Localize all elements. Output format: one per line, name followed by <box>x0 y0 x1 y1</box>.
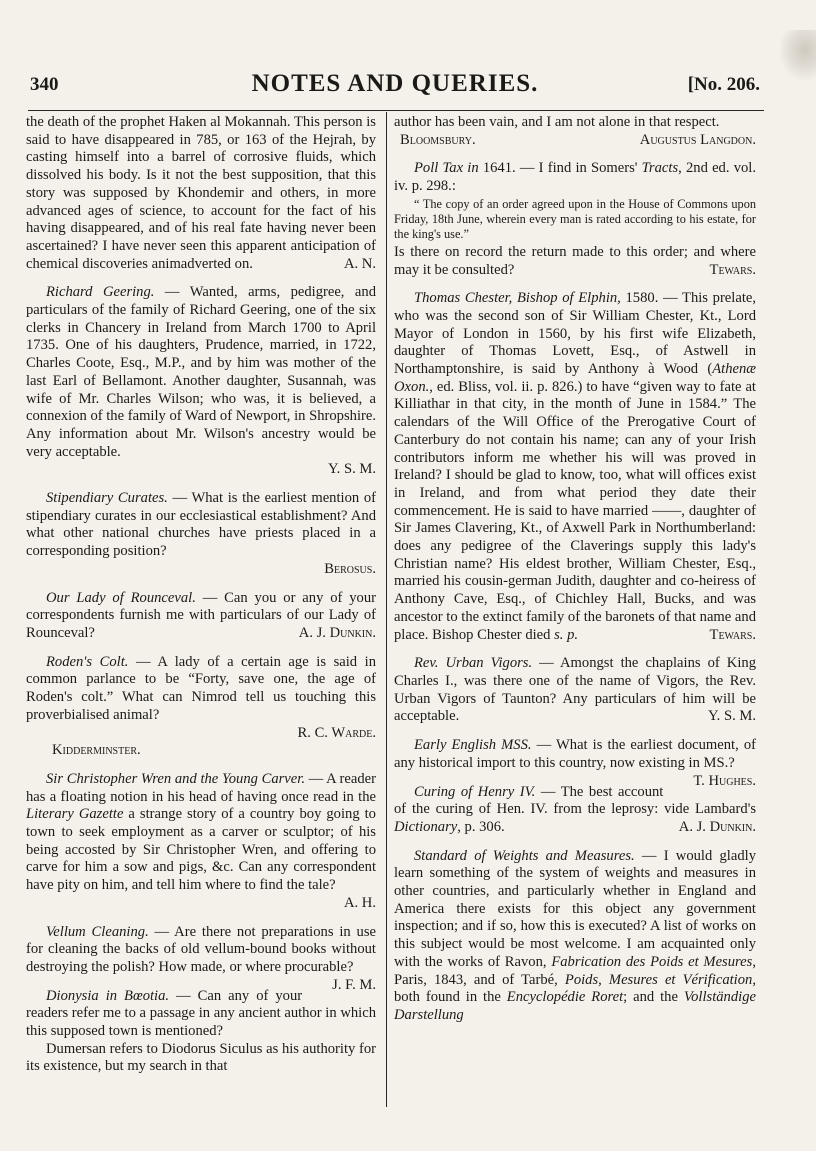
page-corner-stain <box>780 30 816 80</box>
entry-title: Roden's Colt. <box>46 653 129 670</box>
signature: A. N. <box>343 255 376 272</box>
entry-vellum-cleaning: Vellum Cleaning. — Are there not preparations in use for cleaning the backs of old vellum-bound books without destroying the polish? How made, or where procurable? J. F. M. <box>26 923 376 993</box>
right-column <box>394 114 756 1025</box>
location: Kidderminster. <box>52 742 141 759</box>
entry-wren-young-carver: Sir Christopher Wren and the Young Carver. — A reader has a floating notion in his head of having once read in the Literary Gazette a strange story of a country boy going to town to seek employment as a carver or sculptor; of his being accosted by Sir Christopher Wren, and offering to carve for him a sow and pigs, &c. Can any correspondent have pity on him, and tell him where to find the tale? A. H. <box>26 770 376 911</box>
entry-early-english-mss: Early English MSS. — What is the earliest document, of any historical import to this country, now existing in MS.? T. Hughes. <box>394 737 756 789</box>
page-number: 340 <box>30 74 59 95</box>
signature: A. J. Dunkin. <box>678 818 756 835</box>
signature: J. F. M. <box>332 976 376 993</box>
entry-continuation: author has been vain, and I am not alone in that respect. Augustus Langdon. Bloomsbury. <box>394 114 756 148</box>
entry-urban-vigors: Rev. Urban Vigors. — Amongst the chaplains of King Charles I., was there one of the name of Vigors, the Rev. Urban Vigors of Taunton? Any particulars of him will be acceptable. Y. S. M. <box>394 655 756 725</box>
entry-title: Stipendiary Curates. <box>46 490 168 507</box>
entry-dionysia-continued: Dumersan refers to Diodorus Siculus as his authority for its existence, but my search in that <box>26 1040 376 1075</box>
entry-weights-and-measures: Standard of Weights and Measures. — I would gladly learn something of the system of weights and measures in other countries, and particularly whether in England and America there exists for this object any government inspection; and if so, how this is executed? A list of works on this subject would be most welcome. I am acquainted only with the works of Ravon, Fabrication des Poids et Mesures, Paris, 1843, and of Tarbé, Poids, Mesures et Vérification, both found in the Encyclopédie Roret; and the Vollständige Darstellung <box>394 847 756 1023</box>
left-column <box>26 114 376 1076</box>
entry-title: Curing of Henry IV. <box>414 783 536 800</box>
journal-title: NOTES AND QUERIES. <box>251 70 539 97</box>
location: Bloomsbury. <box>400 131 476 148</box>
issue-number: [No. 206. <box>687 74 760 95</box>
entry-haken-continuation: the death of the prophet Haken al Mokannah. This person is said to have disappeared in 785, or 163 of the Hejrah, by casting himself into a barrel of corrosive fluids, which dissolved his body. Is it not the best supposition, that this story was supposed by Khondemir and others, in more advanced ages of science, to account for the fact of his having disappeared, and of his real fate having never been ascertained? I have never seen this apparent anticipation of chemical discoveries animadverted on. A. N. <box>26 114 376 272</box>
signature: Y. S. M. <box>328 461 376 478</box>
entry-title: Our Lady of Rounceval. <box>46 589 196 606</box>
header-rule <box>28 110 764 111</box>
signature: Augustus Langdon. <box>639 131 756 148</box>
running-header <box>30 70 760 104</box>
signature: Berosus. <box>324 560 376 577</box>
entry-title: Thomas Chester, Bishop of Elphin, <box>414 290 621 307</box>
entry-richard-geering: Richard Geering. — Wanted, arms, pedigree, and particulars of the family of Richard Geering, one of the six clerks in Chancery in Ireland from March 1700 to April 1735. One of his daughters, Prudence, married, in 1722, Charles Coote, Esq., M.P., and by him was mother of the last Earl of Bellamont. Another daughter, Susannah, was wife of Mr. Charles Wilson; who was, it is believed, a connexion of the family of Ward of Newport, in Shropshire. Any information about Mr. Wilson's ancestry would be very acceptable. Y. S. M. <box>26 284 377 478</box>
signature: R. C. Warde. <box>297 724 376 741</box>
entry-title: Sir Christopher Wren and the Young Carver. <box>46 770 305 787</box>
signature: Y. S. M. <box>708 708 756 725</box>
entry-dionysia-boeotia: Dionysia in Bœotia. — Can any of your readers refer me to a passage in any ancient author in which this supposed town is mentioned? <box>26 987 376 1040</box>
entry-curing-henry-iv: Curing of Henry IV. — The best account of the curing of Hen. IV. from the leprosy: vide Lambard's Dictionary, p. 306. A. J. Dunkin. <box>394 783 756 835</box>
entry-title: Richard Geering. <box>46 284 155 301</box>
signature: A. H. <box>343 894 376 911</box>
entry-title: Vellum Cleaning. <box>46 923 149 940</box>
signature: T. Hughes. <box>693 772 756 789</box>
entry-poll-tax: Poll Tax in 1641. — I find in Somers' Tracts, 2nd ed. vol. iv. p. 298.: <box>394 160 756 195</box>
entry-stipendiary-curates: Stipendiary Curates. — What is the earliest mention of stipendiary curates in our ecclesiastical establishment? And what other national churches have priests placed in a corresponding position? Berosus. <box>26 490 376 577</box>
signature: Tewars. <box>709 261 756 278</box>
column-divider <box>386 112 387 1107</box>
entry-rodens-colt: Roden's Colt. — A lady of a certain age is said in common parlance to be “Forty, save one, the age of Roden's colt.” What can Nimrod tell us touching this proverbialised animal? R. C. Warde. Kidderminster. <box>26 653 376 759</box>
quoted-order: “ The copy of an order agreed upon in the House of Commons upon Friday, 18th June, wherein every man is rated according to his estate, for the king's use.” <box>394 196 756 241</box>
entry-lady-of-rounceval: Our Lady of Rounceval. — Can you or any of your correspondents furnish me with particulars of our Lady of Rounceval? A. J. Dunkin. <box>26 589 376 641</box>
signature: Tewars. <box>709 626 756 643</box>
entry-title: Dionysia in Bœotia. <box>46 987 170 1004</box>
entry-poll-tax-question: Is there on record the return made to this order; and where may it be consulted? Tewars. <box>394 243 756 278</box>
entry-thomas-chester: Thomas Chester, Bishop of Elphin, 1580. — This prelate, who was the second son of Sir William Chester, Kt., Lord Mayor of London in 1560, by his first wife Elizabeth, daughter of Thomas Lovett, Esq., of Astwell in Northamptonshire, is said by Anthony à Wood (Athenæ Oxon., ed. Bliss, vol. ii. p. 826.) to have “given way to fate at Killiathar in that city, in the month of June in 1584.” The calendars of the Will Office of the Prerogative Court of Canterbury do not contain his name; can any of your Irish contributors inform me whether his will was proved in Ireland? I should be glad to know, too, what will offices exist in Ireland, and from what period they date their commencement. He is said to have married ——, daughter of Sir James Clavering, Kt., of Axwell Park in Northumberland: does any pedigree of the Claverings supply this lady's Christian name? His eldest brother, William Chester, Esq., married his cousin-german Judith, daughter and co-heiress of Anthony Cave, Esq., of Chichley Hall, Bucks, and was ancestor to the extinct family of the baronets of that name and place. Bishop Chester died s. p. Tewars. <box>394 290 756 643</box>
entry-title: Standard of Weights and Measures. <box>414 847 635 864</box>
signature: A. J. Dunkin. <box>298 624 376 641</box>
entry-title: Early English MSS. <box>414 737 532 754</box>
entry-title: Rev. Urban Vigors. <box>414 655 533 672</box>
entry-title: Poll Tax in <box>414 160 479 177</box>
